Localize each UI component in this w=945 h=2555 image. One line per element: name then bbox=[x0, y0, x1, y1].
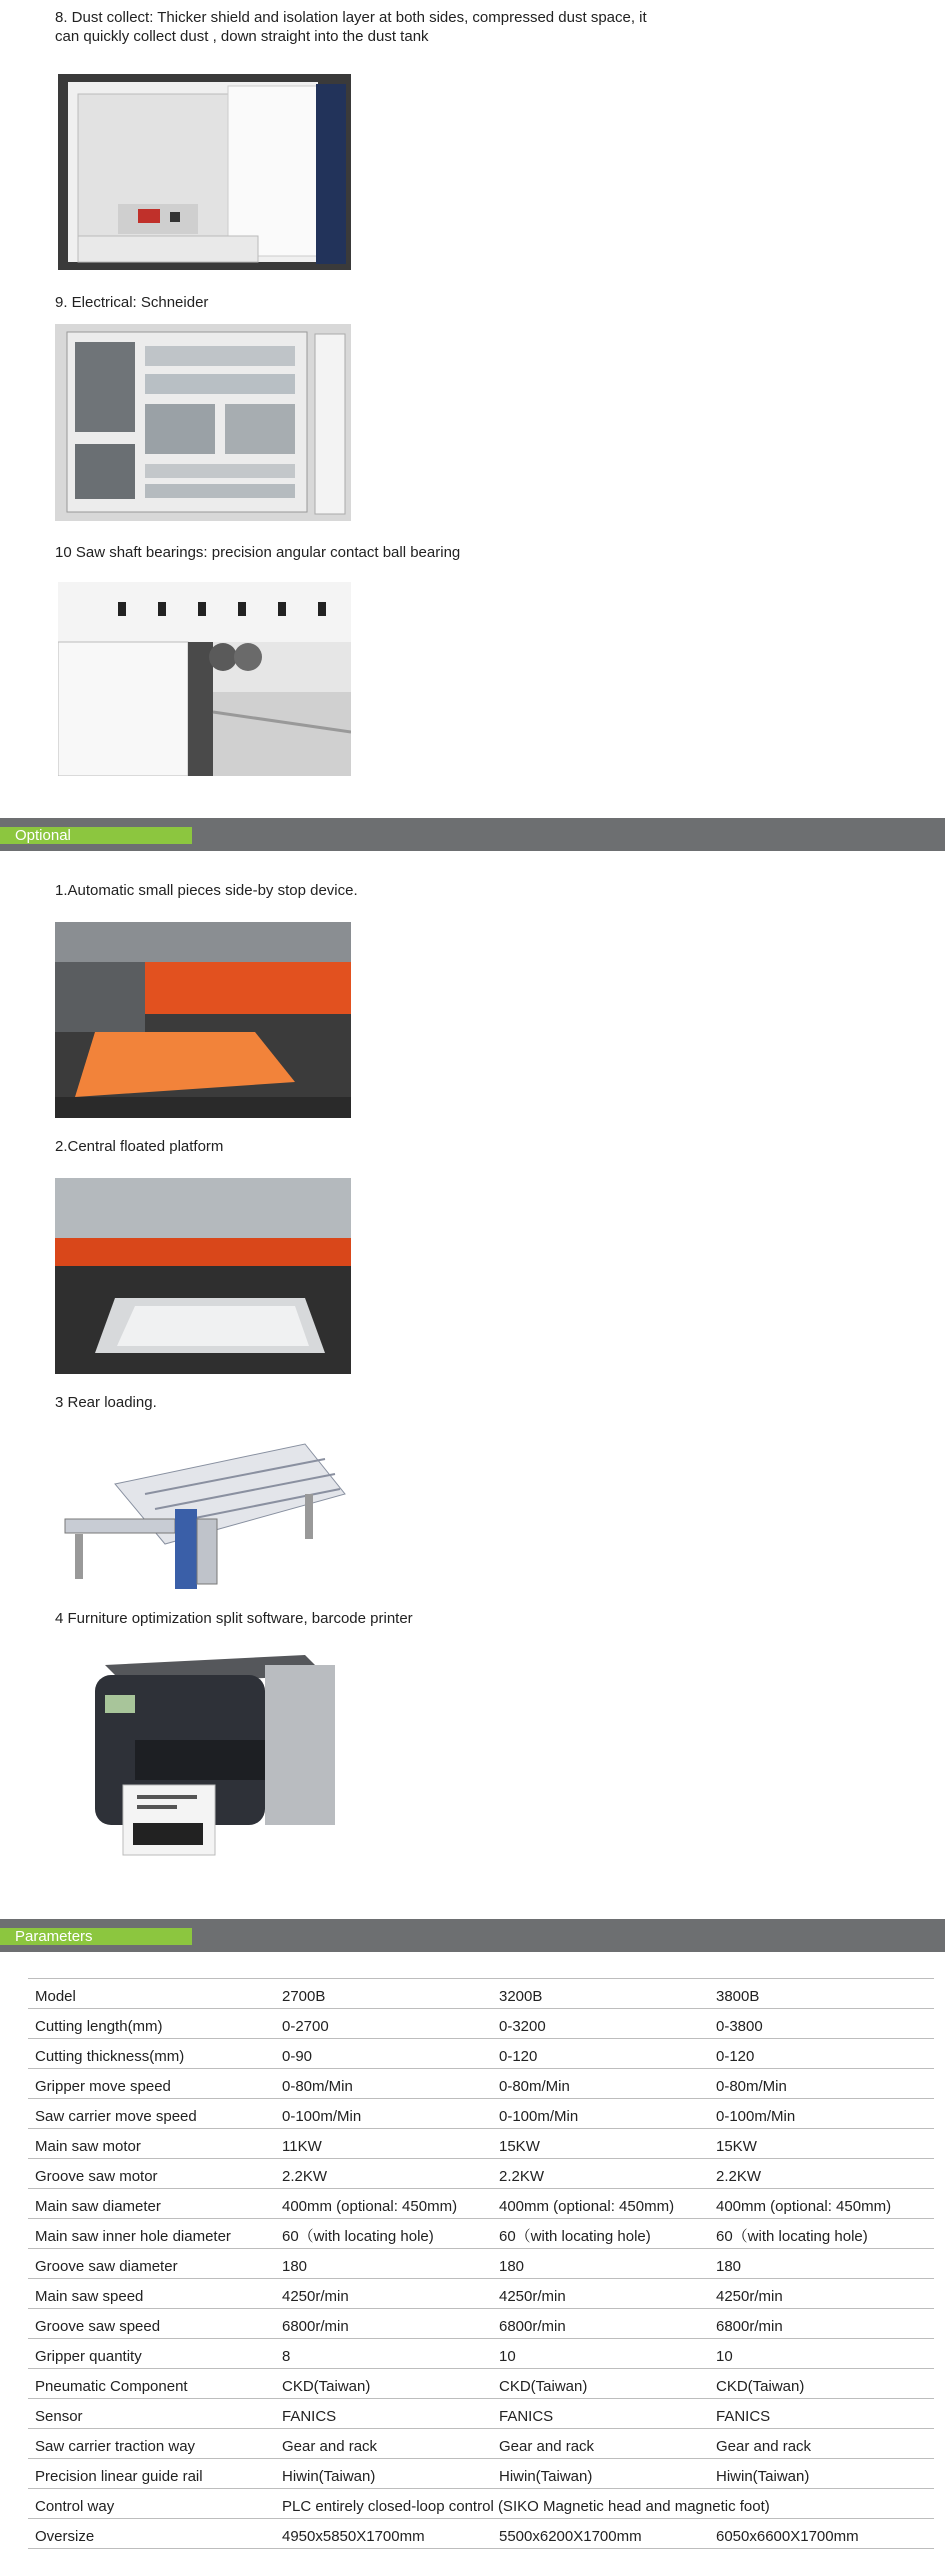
param-value: 10 bbox=[492, 2339, 709, 2369]
param-value: Gear and rack bbox=[709, 2429, 934, 2459]
param-label: Sensor bbox=[28, 2399, 275, 2429]
table-row bbox=[28, 2459, 934, 2489]
table-row bbox=[28, 2189, 934, 2219]
param-label: Main saw speed bbox=[28, 2279, 275, 2309]
table-row bbox=[28, 2369, 934, 2399]
param-value: 0-2700 bbox=[275, 2009, 492, 2039]
parameters-section-title: Parameters bbox=[0, 1928, 192, 1945]
param-value: 3200B bbox=[492, 1979, 709, 2009]
param-value: 11KW bbox=[275, 2129, 492, 2159]
param-label: Main saw inner hole diameter bbox=[28, 2219, 275, 2249]
param-value: 5500x6200X1700mm bbox=[492, 2519, 709, 2549]
param-value: 0-80m/Min bbox=[492, 2069, 709, 2099]
optional-item-3: 3 Rear loading. bbox=[55, 1394, 157, 1411]
param-label: Cutting thickness(mm) bbox=[28, 2039, 275, 2069]
param-value: 0-3200 bbox=[492, 2009, 709, 2039]
param-label: Groove saw diameter bbox=[28, 2249, 275, 2279]
table-row bbox=[28, 2519, 934, 2549]
dust-collector-photo bbox=[58, 74, 351, 270]
optional-section-bar bbox=[0, 818, 945, 851]
table-row bbox=[28, 2009, 934, 2039]
param-value: 60（with locating hole) bbox=[492, 2219, 709, 2249]
param-label: Main saw diameter bbox=[28, 2189, 275, 2219]
optional-item-4: 4 Furniture optimization split software, barcode printer bbox=[55, 1610, 413, 1627]
param-label: Gripper move speed bbox=[28, 2069, 275, 2099]
table-row bbox=[28, 2489, 934, 2519]
electrical-cabinet-photo bbox=[55, 324, 351, 521]
param-value: 400mm (optional: 450mm) bbox=[709, 2189, 934, 2219]
param-value: 15KW bbox=[492, 2129, 709, 2159]
electrical-text: 9. Electrical: Schneider bbox=[55, 294, 209, 311]
table-row bbox=[28, 2159, 934, 2189]
param-value: 180 bbox=[492, 2249, 709, 2279]
param-label: Pneumatic Component bbox=[28, 2369, 275, 2399]
param-value: 2700B bbox=[275, 1979, 492, 2009]
param-value: 0-80m/Min bbox=[709, 2069, 934, 2099]
param-value: Hiwin(Taiwan) bbox=[709, 2459, 934, 2489]
param-label: Cutting length(mm) bbox=[28, 2009, 275, 2039]
param-value: 4950x5850X1700mm bbox=[275, 2519, 492, 2549]
param-value: 0-100m/Min bbox=[709, 2099, 934, 2129]
param-value: 4250r/min bbox=[709, 2279, 934, 2309]
param-value: 6800r/min bbox=[275, 2309, 492, 2339]
param-value: 180 bbox=[709, 2249, 934, 2279]
dust-collect-text-line2: can quickly collect dust , down straight into the dust tank bbox=[55, 28, 429, 45]
floated-platform-photo bbox=[55, 1178, 351, 1374]
table-row bbox=[28, 2249, 934, 2279]
param-value: FANICS bbox=[709, 2399, 934, 2429]
param-label: Oversize bbox=[28, 2519, 275, 2549]
param-value: 0-120 bbox=[492, 2039, 709, 2069]
param-value: FANICS bbox=[275, 2399, 492, 2429]
param-value: 0-3800 bbox=[709, 2009, 934, 2039]
param-value: 180 bbox=[275, 2249, 492, 2279]
param-value: 6800r/min bbox=[492, 2309, 709, 2339]
param-value: 2.2KW bbox=[275, 2159, 492, 2189]
table-row bbox=[28, 2039, 934, 2069]
param-label: Gripper quantity bbox=[28, 2339, 275, 2369]
param-value: Hiwin(Taiwan) bbox=[275, 2459, 492, 2489]
table-row bbox=[28, 2339, 934, 2369]
rear-loading-photo bbox=[55, 1424, 351, 1590]
table-row bbox=[28, 2129, 934, 2159]
table-row bbox=[28, 2069, 934, 2099]
param-value: 0-80m/Min bbox=[275, 2069, 492, 2099]
param-value: 15KW bbox=[709, 2129, 934, 2159]
table-row bbox=[28, 1979, 934, 2009]
table-row bbox=[28, 2429, 934, 2459]
param-value: Gear and rack bbox=[275, 2429, 492, 2459]
table-row bbox=[28, 2309, 934, 2339]
param-value: 60（with locating hole) bbox=[709, 2219, 934, 2249]
optional-section-title: Optional bbox=[0, 827, 192, 844]
param-label: Groove saw motor bbox=[28, 2159, 275, 2189]
optional-item-2: 2.Central floated platform bbox=[55, 1138, 224, 1155]
param-value: CKD(Taiwan) bbox=[492, 2369, 709, 2399]
param-value: 400mm (optional: 450mm) bbox=[275, 2189, 492, 2219]
param-value: 0-100m/Min bbox=[492, 2099, 709, 2129]
param-value: 0-120 bbox=[709, 2039, 934, 2069]
param-value: Hiwin(Taiwan) bbox=[492, 2459, 709, 2489]
param-label: Saw carrier move speed bbox=[28, 2099, 275, 2129]
param-value: 8 bbox=[275, 2339, 492, 2369]
param-value: PLC entirely closed-loop control (SIKO Magnetic head and magnetic foot) bbox=[275, 2489, 934, 2519]
side-stop-photo bbox=[55, 922, 351, 1118]
table-row bbox=[28, 2099, 934, 2129]
param-value: 0-90 bbox=[275, 2039, 492, 2069]
param-value: 3800B bbox=[709, 1979, 934, 2009]
param-value: 6800r/min bbox=[709, 2309, 934, 2339]
param-value: Gear and rack bbox=[492, 2429, 709, 2459]
param-value: 0-100m/Min bbox=[275, 2099, 492, 2129]
param-value: 2.2KW bbox=[492, 2159, 709, 2189]
param-label: Model bbox=[28, 1979, 275, 2009]
param-value: CKD(Taiwan) bbox=[709, 2369, 934, 2399]
param-label: Groove saw speed bbox=[28, 2309, 275, 2339]
table-row bbox=[28, 2279, 934, 2309]
param-label: Control way bbox=[28, 2489, 275, 2519]
param-value: FANICS bbox=[492, 2399, 709, 2429]
bearings-text: 10 Saw shaft bearings: precision angular contact ball bearing bbox=[55, 544, 461, 561]
param-value: 400mm (optional: 450mm) bbox=[492, 2189, 709, 2219]
param-value: 2.2KW bbox=[709, 2159, 934, 2189]
barcode-printer-photo bbox=[55, 1645, 351, 1860]
dust-collect-text-line1: 8. Dust collect: Thicker shield and isolation layer at both sides, compressed dust space, it bbox=[55, 9, 647, 26]
param-value: 10 bbox=[709, 2339, 934, 2369]
parameters-table bbox=[28, 1978, 934, 2549]
param-label: Main saw motor bbox=[28, 2129, 275, 2159]
table-row bbox=[28, 2399, 934, 2429]
table-row bbox=[28, 2219, 934, 2249]
param-label: Saw carrier traction way bbox=[28, 2429, 275, 2459]
parameters-section-bar bbox=[0, 1919, 945, 1952]
param-value: CKD(Taiwan) bbox=[275, 2369, 492, 2399]
param-label: Precision linear guide rail bbox=[28, 2459, 275, 2489]
param-value: 6050x6600X1700mm bbox=[709, 2519, 934, 2549]
saw-shaft-photo bbox=[58, 582, 351, 776]
param-value: 60（with locating hole) bbox=[275, 2219, 492, 2249]
optional-item-1: 1.Automatic small pieces side-by stop device. bbox=[55, 882, 358, 899]
param-value: 4250r/min bbox=[492, 2279, 709, 2309]
param-value: 4250r/min bbox=[275, 2279, 492, 2309]
